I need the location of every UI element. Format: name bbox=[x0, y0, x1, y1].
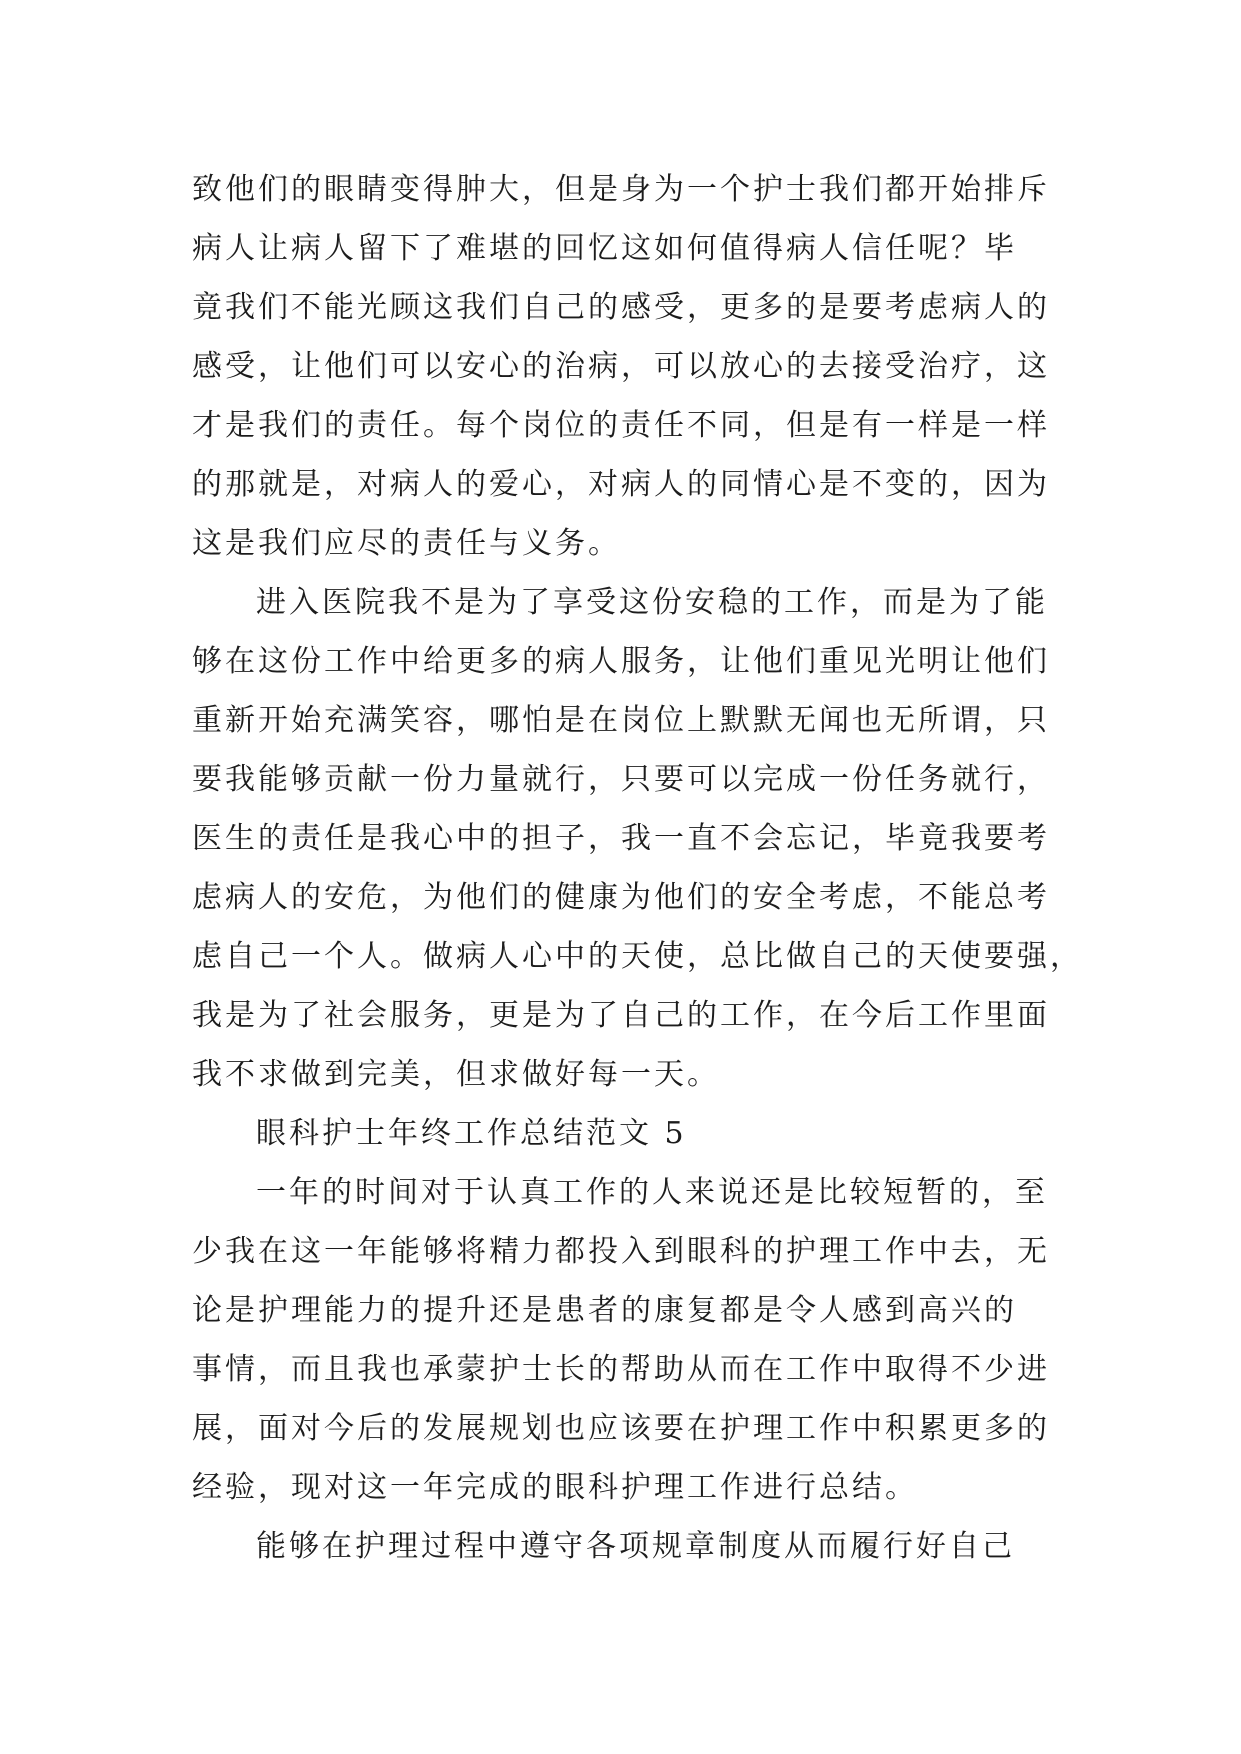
text-line: 重新开始充满笑容，哪怕是在岗位上默默无闻也无所谓，只 bbox=[192, 703, 1050, 738]
text-line: 病人让病人留下了难堪的回忆这如何值得病人信任呢？毕 bbox=[192, 231, 1017, 266]
text-line: 医生的责任是我心中的担子，我一直不会忘记，毕竟我要考 bbox=[192, 821, 1050, 856]
text-line: 我是为了社会服务，更是为了自己的工作，在今后工作里面 bbox=[192, 998, 1050, 1033]
paragraph-first-line: 能够在护理过程中遵守各项规章制度从而履行好自己 bbox=[256, 1529, 1015, 1564]
text-line: 竟我们不能光顾这我们自己的感受，更多的是要考虑病人的 bbox=[192, 290, 1050, 325]
text-line: 这是我们应尽的责任与义务。 bbox=[192, 526, 621, 561]
text-line: 经验，现对这一年完成的眼科护理工作进行总结。 bbox=[192, 1470, 918, 1505]
paragraph-first-line: 进入医院我不是为了享受这份安稳的工作，而是为了能 bbox=[256, 585, 1048, 620]
text-line: 少我在这一年能够将精力都投入到眼科的护理工作中去，无 bbox=[192, 1234, 1050, 1269]
text-line: 要我能够贡献一份力量就行，只要可以完成一份任务就行， bbox=[192, 762, 1050, 797]
text-line: 论是护理能力的提升还是患者的康复都是令人感到高兴的 bbox=[192, 1293, 1017, 1328]
text-line: 致他们的眼睛变得肿大，但是身为一个护士我们都开始排斥 bbox=[192, 172, 1050, 207]
text-line: 才是我们的责任。每个岗位的责任不同，但是有一样是一样 bbox=[192, 408, 1050, 443]
document-body bbox=[192, 160, 1083, 1576]
text-line: 虑病人的安危，为他们的健康为他们的安全考虑，不能总考 bbox=[192, 880, 1050, 915]
text-line: 我不求做到完美，但求做好每一天。 bbox=[192, 1057, 720, 1092]
section-heading: 眼科护士年终工作总结范文 5 bbox=[256, 1116, 687, 1151]
text-line: 的那就是，对病人的爱心，对病人的同情心是不变的，因为 bbox=[192, 467, 1050, 502]
text-line: 展，面对今后的发展规划也应该要在护理工作中积累更多的 bbox=[192, 1411, 1050, 1446]
text-line: 够在这份工作中给更多的病人服务，让他们重见光明让他们 bbox=[192, 644, 1050, 679]
text-line: 虑自己一个人。做病人心中的天使，总比做自己的天使要强， bbox=[192, 939, 1083, 974]
text-line: 感受，让他们可以安心的治病，可以放心的去接受治疗，这 bbox=[192, 349, 1050, 384]
text-line: 事情，而且我也承蒙护士长的帮助从而在工作中取得不少进 bbox=[192, 1352, 1050, 1387]
paragraph-first-line: 一年的时间对于认真工作的人来说还是比较短暂的，至 bbox=[256, 1175, 1048, 1210]
